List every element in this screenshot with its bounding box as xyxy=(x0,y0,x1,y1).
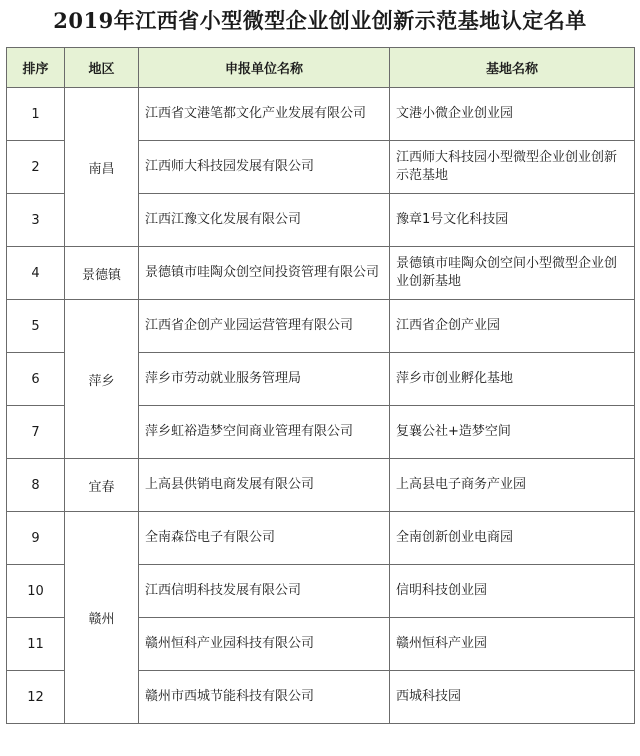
cell-region: 宜春 xyxy=(65,459,139,512)
cell-applicant: 全南森岱电子有限公司 xyxy=(139,512,390,565)
cell-seq: 3 xyxy=(7,194,65,247)
cell-region: 南昌 xyxy=(65,88,139,247)
table-row xyxy=(7,512,635,565)
table-row xyxy=(7,247,635,300)
table-row xyxy=(7,300,635,353)
table-row xyxy=(7,459,635,512)
table-body xyxy=(7,88,635,724)
cell-applicant: 景德镇市哇陶众创空间投资管理有限公司 xyxy=(139,247,390,300)
cell-seq: 1 xyxy=(7,88,65,141)
cell-base-name: 文港小微企业创业园 xyxy=(390,88,635,141)
cell-seq: 4 xyxy=(7,247,65,300)
cell-region: 景德镇 xyxy=(65,247,139,300)
cell-base-name: 萍乡市创业孵化基地 xyxy=(390,353,635,406)
cell-seq: 9 xyxy=(7,512,65,565)
header-base: 基地名称 xyxy=(390,48,635,88)
header-region: 地区 xyxy=(65,48,139,88)
header-applicant: 申报单位名称 xyxy=(139,48,390,88)
cell-seq: 2 xyxy=(7,141,65,194)
cell-seq: 8 xyxy=(7,459,65,512)
cell-base-name: 西城科技园 xyxy=(390,671,635,724)
cell-base-name: 上高县电子商务产业园 xyxy=(390,459,635,512)
cell-region: 萍乡 xyxy=(65,300,139,459)
cell-seq: 12 xyxy=(7,671,65,724)
cell-applicant: 上高县供销电商发展有限公司 xyxy=(139,459,390,512)
cell-applicant: 江西江豫文化发展有限公司 xyxy=(139,194,390,247)
cell-seq: 5 xyxy=(7,300,65,353)
cell-applicant: 萍乡市劳动就业服务管理局 xyxy=(139,353,390,406)
cell-applicant: 江西师大科技园发展有限公司 xyxy=(139,141,390,194)
cell-seq: 10 xyxy=(7,565,65,618)
base-list-table xyxy=(6,47,635,724)
cell-seq: 6 xyxy=(7,353,65,406)
cell-applicant: 萍乡虹裕造梦空间商业管理有限公司 xyxy=(139,406,390,459)
cell-region: 赣州 xyxy=(65,512,139,724)
cell-seq: 7 xyxy=(7,406,65,459)
cell-base-name: 赣州恒科产业园 xyxy=(390,618,635,671)
table-row xyxy=(7,88,635,141)
cell-base-name: 景德镇市哇陶众创空间小型微型企业创业创新基地 xyxy=(390,247,635,300)
header-seq: 排序 xyxy=(7,48,65,88)
cell-base-name: 江西省企创产业园 xyxy=(390,300,635,353)
cell-base-name: 江西师大科技园小型微型企业创业创新示范基地 xyxy=(390,141,635,194)
cell-base-name: 复襄公社+造梦空间 xyxy=(390,406,635,459)
cell-applicant: 江西省企创产业园运营管理有限公司 xyxy=(139,300,390,353)
page-title: 2019年江西省小型微型企业创业创新示范基地认定名单 xyxy=(53,8,587,33)
cell-applicant: 江西省文港笔都文化产业发展有限公司 xyxy=(139,88,390,141)
cell-applicant: 赣州恒科产业园科技有限公司 xyxy=(139,618,390,671)
cell-base-name: 全南创新创业电商园 xyxy=(390,512,635,565)
cell-seq: 11 xyxy=(7,618,65,671)
table-header-row xyxy=(7,48,635,88)
cell-base-name: 信明科技创业园 xyxy=(390,565,635,618)
cell-base-name: 豫章1号文化科技园 xyxy=(390,194,635,247)
cell-applicant: 江西信明科技发展有限公司 xyxy=(139,565,390,618)
cell-applicant: 赣州市西城节能科技有限公司 xyxy=(139,671,390,724)
